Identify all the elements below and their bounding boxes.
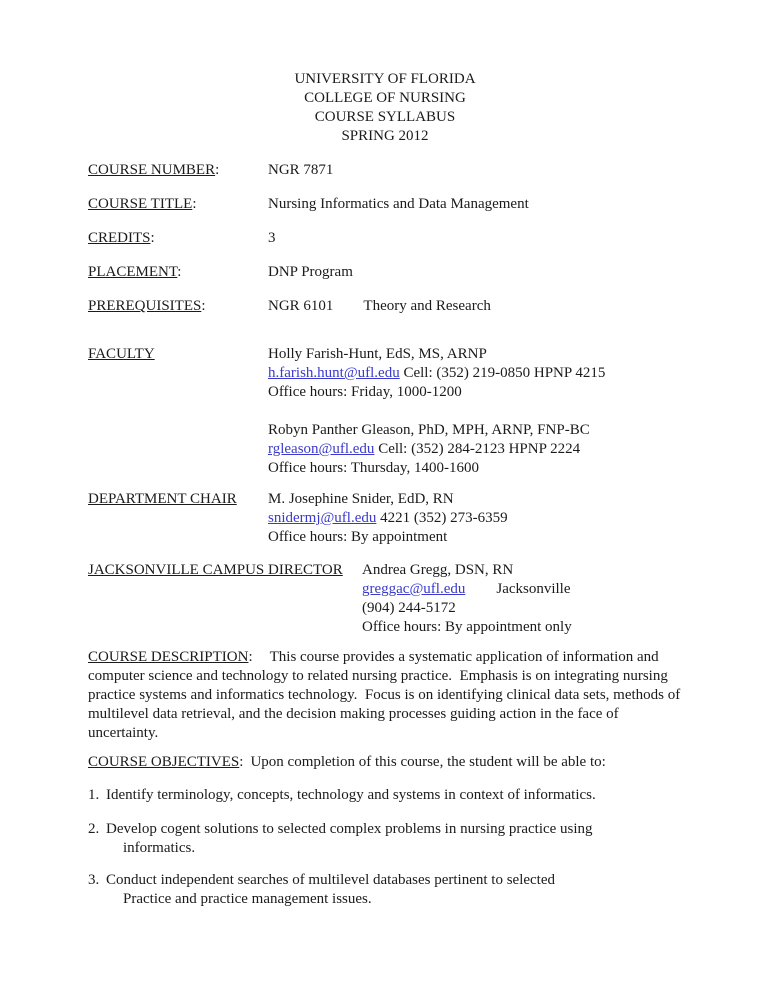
- objective-item-1: [88, 786, 682, 805]
- campus-director-label-text: JACKSONVILLE CAMPUS DIRECTOR: [88, 562, 343, 578]
- faculty-2-office-hours: Office hours: Thursday, 1400-1600: [268, 460, 479, 476]
- campus-director-office-hours: Office hours: By appointment only: [362, 619, 572, 635]
- course-info-list: [88, 161, 682, 316]
- label-colon: :: [177, 264, 182, 280]
- course-description-paragraph: [88, 648, 682, 743]
- faculty-2-name: Robyn Panther Gleason, PhD, MPH, ARNP, FNP-BC: [268, 422, 590, 438]
- course-title-label-text: COURSE TITLE: [88, 196, 193, 212]
- label-colon: :: [248, 649, 253, 665]
- course-number-value: NGR 7871: [268, 162, 334, 178]
- faculty-1-contact: Cell: (352) 219-0850 HPNP 4215: [403, 365, 606, 381]
- department-chair-contact: 4221 (352) 273-6359: [380, 510, 508, 526]
- campus-director-name: Andrea Gregg, DSN, RN: [362, 562, 514, 578]
- faculty-2-contact-line: [268, 440, 605, 459]
- faculty-1-contact-line: [268, 364, 605, 383]
- course-title-row: [88, 195, 682, 214]
- document-type: COURSE SYLLABUS: [314, 109, 456, 125]
- faculty-section: [88, 345, 682, 478]
- faculty-1-email-link[interactable]: h.farish.hunt@ufl.edu: [268, 365, 400, 381]
- credits-label-text: CREDITS: [88, 230, 151, 246]
- department-chair-label: [88, 490, 268, 547]
- course-objectives-intro: Upon completion of this course, the student will be able to:: [250, 754, 606, 770]
- course-objectives-heading: [88, 753, 682, 772]
- objective-1-number: 1.: [88, 787, 100, 803]
- department-chair-section: [88, 490, 682, 547]
- campus-director-location: Jacksonville: [496, 581, 571, 597]
- objective-2-text-line2: informatics.: [123, 840, 196, 856]
- label-colon: :: [239, 754, 244, 770]
- label-colon: :: [201, 298, 206, 314]
- objective-3-number: 3.: [88, 872, 100, 888]
- faculty-member-1: [268, 345, 605, 402]
- objective-item-2: [88, 820, 682, 858]
- campus-director-content: [362, 561, 572, 637]
- objective-3-text-line2: Practice and practice management issues.: [123, 891, 372, 907]
- prerequisites-label: [88, 297, 268, 316]
- course-number-row: [88, 161, 682, 180]
- term: SPRING 2012: [341, 128, 429, 144]
- faculty-2-email-link[interactable]: rgleason@ufl.edu: [268, 441, 375, 457]
- department-chair-contact-line: [268, 509, 508, 528]
- prerequisite-course-number: NGR 6101: [268, 298, 334, 314]
- label-colon: :: [215, 162, 220, 178]
- objective-2-text-line1: Develop cogent solutions to selected complex problems in nursing practice using: [106, 821, 593, 837]
- objective-item-3: [88, 871, 682, 909]
- objective-2-number: 2.: [88, 821, 100, 837]
- placement-value: DNP Program: [268, 264, 353, 280]
- campus-director-email-link[interactable]: greggac@ufl.edu: [362, 581, 466, 597]
- objective-3-text-line1: Conduct independent searches of multilevel databases pertinent to selected: [106, 872, 556, 888]
- course-description-label: COURSE DESCRIPTION: [88, 649, 249, 665]
- placement-label: [88, 263, 268, 282]
- campus-director-section: [88, 561, 682, 637]
- campus-director-phone: (904) 244-5172: [362, 600, 456, 616]
- credits-label: [88, 229, 268, 248]
- campus-director-label: [88, 561, 362, 637]
- prerequisite-course-name: Theory and Research: [363, 298, 491, 314]
- campus-director-email-line: [362, 580, 572, 599]
- faculty-member-2: [268, 421, 605, 478]
- label-colon: :: [192, 196, 197, 212]
- faculty-label: [88, 345, 268, 478]
- course-title-label: [88, 195, 268, 214]
- objectives-list: [88, 786, 682, 909]
- faculty-1-name: Holly Farish-Hunt, EdS, MS, ARNP: [268, 346, 487, 362]
- course-objectives-label: COURSE OBJECTIVES: [88, 754, 240, 770]
- objective-1-text: Identify terminology, concepts, technology and systems in context of informatics.: [106, 787, 596, 803]
- department-chair-email-link[interactable]: snidermj@ufl.edu: [268, 510, 377, 526]
- faculty-2-contact: Cell: (352) 284-2123 HPNP 2224: [378, 441, 581, 457]
- course-number-label-text: COURSE NUMBER: [88, 162, 216, 178]
- university-name: UNIVERSITY OF FLORIDA: [294, 71, 476, 87]
- credits-row: [88, 229, 682, 248]
- faculty-label-text: FACULTY: [88, 346, 155, 362]
- course-number-label: [88, 161, 268, 180]
- prerequisites-label-text: PREREQUISITES: [88, 298, 202, 314]
- department-chair-content: [268, 490, 508, 547]
- placement-label-text: PLACEMENT: [88, 264, 178, 280]
- placement-row: [88, 263, 682, 282]
- faculty-content: [268, 345, 605, 478]
- faculty-1-office-hours: Office hours: Friday, 1000-1200: [268, 384, 462, 400]
- prerequisites-value: [268, 297, 491, 316]
- prerequisites-row: [88, 297, 682, 316]
- document-header: [88, 70, 682, 146]
- department-chair-label-text: DEPARTMENT CHAIR: [88, 491, 237, 507]
- course-title-value: Nursing Informatics and Data Management: [268, 196, 529, 212]
- department-chair-office-hours: Office hours: By appointment: [268, 529, 448, 545]
- course-description-text: This course provides a systematic application of information and computer science and technology to related nursing practice. Emphasis is on integrating nursing practice systems and informatics technology. Focus is on identifying clinical data sets, methods of multilevel data retrieval, and the decision making processes guiding action in the face of uncertainty.: [88, 649, 684, 741]
- label-colon: :: [150, 230, 155, 246]
- credits-value: 3: [268, 230, 276, 246]
- college-name: COLLEGE OF NURSING: [304, 90, 466, 106]
- department-chair-name: M. Josephine Snider, EdD, RN: [268, 491, 454, 507]
